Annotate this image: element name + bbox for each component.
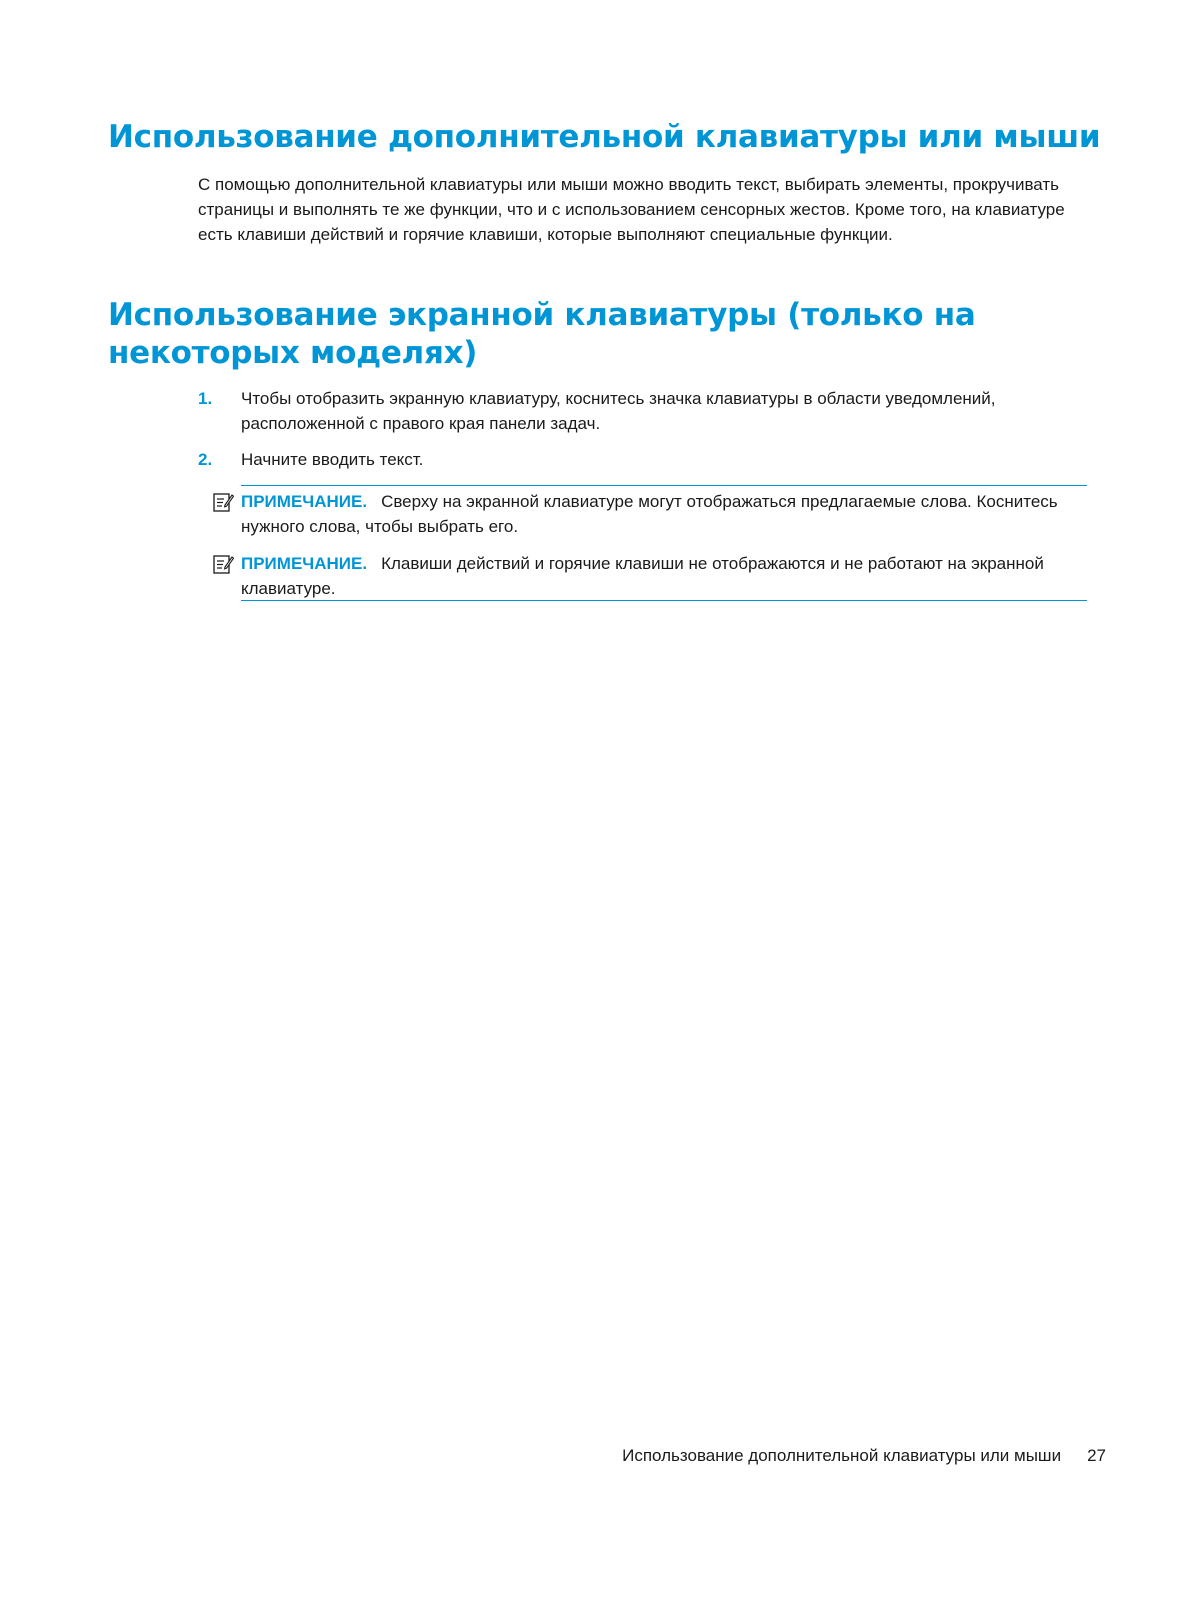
notes-top-divider bbox=[241, 485, 1087, 486]
section-heading-keyboard-mouse: Использование дополнительной клавиатуры или мыши bbox=[108, 119, 1101, 155]
intro-paragraph: С помощью дополнительной клавиатуры или мыши можно вводить текст, выбирать элементы, прокручивать страницы и выполнять те же функции, что и с использованием сенсорных жестов. Кроме того, на клавиатуре есть клавиши действий и горячие клавиши, которые выполняют специальные функции. bbox=[198, 175, 1065, 244]
step-text: Начните вводить текст. bbox=[241, 450, 424, 469]
step-number: 1. bbox=[198, 389, 213, 408]
note-icon bbox=[212, 491, 234, 513]
step-text: Чтобы отобразить экранную клавиатуру, коснитесь значка клавиатуры в области уведомлений, расположенной с правого края панели задач. bbox=[241, 389, 996, 433]
note-text: Клавиши действий и горячие клавиши не отображаются и не работают на экранной клавиатуре. bbox=[241, 554, 1044, 598]
note-label: ПРИМЕЧАНИЕ. bbox=[241, 492, 368, 511]
notes-bottom-divider bbox=[241, 600, 1087, 601]
page-number: 27 bbox=[1087, 1446, 1106, 1465]
step-number: 2. bbox=[198, 450, 213, 469]
note-label: ПРИМЕЧАНИЕ. bbox=[241, 554, 368, 573]
page-footer bbox=[622, 1443, 1106, 1468]
footer-title: Использование дополнительной клавиатуры или мыши bbox=[622, 1446, 1062, 1465]
section-heading-onscreen-keyboard: Использование экранной клавиатуры (только на некоторых моделях) bbox=[108, 297, 976, 371]
note-text: Сверху на экранной клавиатуре могут отображаться предлагаемые слова. Коснитесь нужного слова, чтобы выбрать его. bbox=[241, 492, 1058, 536]
note-icon bbox=[212, 553, 234, 575]
